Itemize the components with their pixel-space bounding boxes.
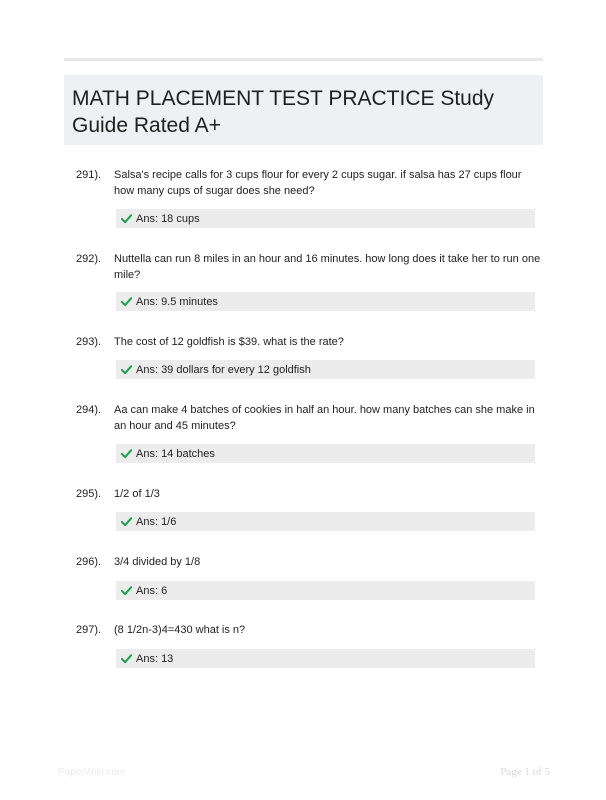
answer-box [116,292,535,311]
question-text: Aa can make 4 batches of cookies in half an hour. how many batches can she make in an hour and 45 minutes? [114,404,535,432]
question-text: The cost of 12 goldfish is $39. what is the rate? [114,336,344,348]
answer-box [116,512,535,531]
answer-text: Ans: 9.5 minutes [136,295,218,308]
title-banner [64,75,543,145]
check-icon [121,296,132,307]
top-divider [64,58,543,61]
check-icon [121,448,132,459]
question-number: 297). [76,624,102,636]
question-number: 292). [76,253,102,265]
answer-text: Ans: 13 [136,652,174,665]
question-number: 295). [76,488,102,500]
question-text: 3/4 divided by 1/8 [114,556,201,568]
page-indicator: Page 1 of 5 [500,766,550,778]
answer-text: Ans: 6 [136,584,168,597]
document-title: MATH PLACEMENT TEST PRACTICE Study Guide Rated A+ [72,87,495,137]
check-icon [121,213,132,224]
answer-text: Ans: 39 dollars for every 12 goldfish [136,363,311,376]
answer-box [116,360,535,379]
question-text: Salsa's recipe calls for 3 cups flour for every 2 cups sugar. if salsa has 27 cups flour how many cups of sugar does she need? [114,169,522,197]
answer-box [116,209,535,228]
question-text: 1/2 of 1/3 [114,488,160,500]
answer-box [116,444,535,463]
question-text: Nuttella can run 8 miles in an hour and 16 minutes. how long does it take her to run one mile? [114,253,541,281]
question-number: 291). [76,169,102,181]
answer-box [116,649,535,668]
question-number: 296). [76,556,102,568]
answer-box [116,581,535,600]
answer-text: Ans: 1/6 [136,515,177,528]
check-icon [121,516,132,527]
answer-text: Ans: 18 cups [136,212,200,225]
check-icon [121,653,132,664]
question-text: (8 1/2n-3)4=430 what is n? [114,624,246,636]
question-number: 294). [76,404,102,416]
question-number: 293). [76,336,102,348]
check-icon [121,585,132,596]
answer-text: Ans: 14 batches [136,447,215,460]
check-icon [121,364,132,375]
footer-watermark: PaperWiki.com [58,767,126,778]
